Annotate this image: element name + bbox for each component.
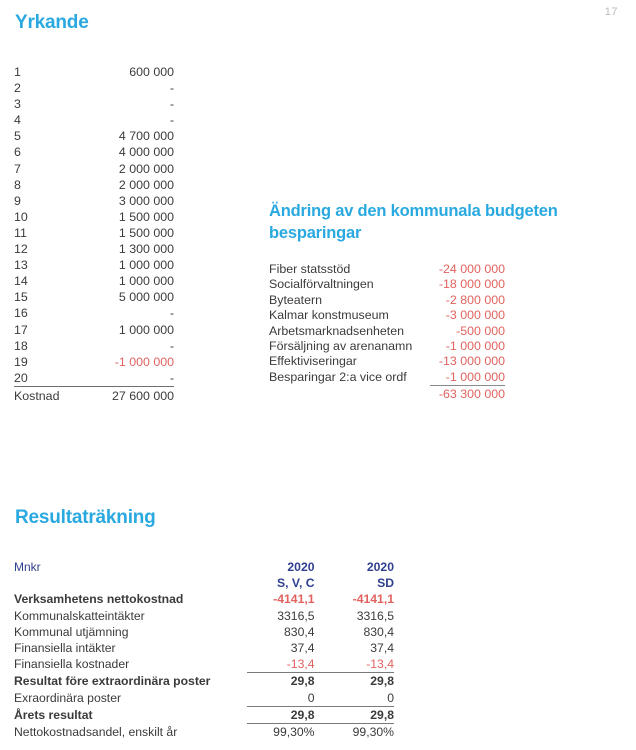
yrkande-row-index: 3 — [14, 97, 21, 112]
yrkande-row-value: 600 000 — [129, 65, 174, 79]
yrkande-row-index: 15 — [14, 290, 28, 305]
yrkande-total-row — [14, 386, 174, 404]
resultatrakning-row-label: Årets resultat — [14, 707, 93, 722]
yrkande-table — [14, 64, 174, 404]
yrkande-row — [14, 289, 174, 305]
page-number: 17 — [604, 6, 618, 18]
yrkande-row-index: 2 — [14, 81, 21, 96]
yrkande-row-value: 1 000 000 — [118, 274, 174, 289]
resultatrakning-header-row-party — [14, 575, 394, 591]
resultatrakning-row — [14, 706, 394, 723]
yrkande-row-index: 8 — [14, 177, 21, 192]
besparingar-row-value: -24 000 000 — [438, 262, 505, 276]
yrkande-row-index: 9 — [14, 193, 21, 208]
yrkande-row-value: 5 000 000 — [118, 290, 174, 305]
yrkande-row — [14, 241, 174, 257]
besparingar-row-label: Försäljning av arenanamn — [269, 339, 413, 354]
resultatrakning-cell-c2: -4141,1 — [352, 592, 394, 607]
besparingar-row — [269, 308, 505, 323]
yrkande-row — [14, 112, 174, 128]
yrkande-row — [14, 322, 174, 338]
besparingar-heading — [269, 200, 619, 244]
yrkande-row-value: -1 000 000 — [114, 354, 174, 369]
resultatrakning-row — [14, 673, 394, 690]
resultatrakning-header-row-year — [14, 559, 394, 575]
besparingar-row — [269, 354, 505, 369]
yrkande-heading: Yrkande — [15, 12, 89, 33]
resultatrakning-cell-c1: 29,8 — [247, 706, 326, 723]
yrkande-row — [14, 193, 174, 209]
resultatrakning-row-label: Exraordinära poster — [14, 690, 122, 705]
resultatrakning-row — [14, 656, 394, 673]
resultatrakning-unit-label: Mnkr — [14, 560, 41, 574]
yrkande-row-value: - — [169, 370, 174, 385]
yrkande-row-index: 4 — [14, 113, 21, 128]
yrkande-row — [14, 144, 174, 160]
resultatrakning-row — [14, 690, 394, 707]
resultatrakning-row-label: Kommunalskatteintäkter — [14, 608, 145, 623]
yrkande-total-label: Kostnad — [14, 386, 59, 404]
besparingar-row-label: Byteatern — [269, 292, 323, 307]
besparingar-row-label: Arbetsmarknadsenheten — [269, 323, 405, 338]
yrkande-row-value: - — [169, 97, 174, 112]
resultatrakning-col-year-1: 2020 — [287, 560, 315, 574]
resultatrakning-cell-c2: 29,8 — [327, 706, 394, 723]
yrkande-row — [14, 257, 174, 273]
yrkande-row — [14, 161, 174, 177]
besparingar-row-label: Effektiviseringar — [269, 354, 357, 369]
yrkande-row-value: 1 000 000 — [118, 322, 174, 337]
resultatrakning-cell-c2: 37,4 — [370, 641, 394, 656]
besparingar-row-value: -2 800 000 — [445, 292, 505, 307]
besparingar-row-value: -18 000 000 — [438, 277, 505, 292]
resultatrakning-row — [14, 724, 394, 741]
besparingar-row-label: Socialförvaltningen — [269, 277, 374, 292]
besparingar-row — [269, 324, 505, 339]
yrkande-row-index: 16 — [14, 306, 28, 321]
yrkande-row-index: 19 — [14, 354, 28, 369]
yrkande-row-index: 17 — [14, 322, 28, 337]
besparingar-table — [269, 262, 505, 403]
besparingar-row — [269, 370, 505, 386]
yrkande-row-value: - — [169, 306, 174, 321]
yrkande-row-index: 13 — [14, 258, 28, 273]
resultatrakning-cell-c2: 99,30% — [352, 725, 394, 740]
yrkande-row — [14, 209, 174, 225]
yrkande-row-index: 6 — [14, 145, 21, 160]
resultatrakning-cell-c2: 830,4 — [363, 624, 394, 639]
resultatrakning-cell-c1: 99,30% — [273, 725, 315, 740]
yrkande-row-value: 1 500 000 — [118, 225, 174, 240]
besparingar-row-value: -500 000 — [456, 323, 505, 338]
yrkande-row — [14, 370, 174, 387]
yrkande-total-value: 27 600 000 — [59, 386, 174, 404]
resultatrakning-row — [14, 640, 394, 656]
yrkande-row-value: 1 300 000 — [118, 242, 174, 257]
besparingar-row-label: Fiber statsstöd — [269, 262, 351, 276]
resultatrakning-row-label: Nettokostnadsandel, enskilt år — [14, 724, 178, 739]
yrkande-row — [14, 80, 174, 96]
resultatrakning-row-label: Resultat före extraordinära poster — [14, 674, 211, 689]
resultatrakning-cell-c1: 0 — [247, 690, 326, 707]
yrkande-row-index: 20 — [14, 370, 28, 385]
yrkande-row-value: 1 000 000 — [118, 258, 174, 273]
yrkande-row — [14, 354, 174, 370]
yrkande-row-index: 11 — [14, 225, 27, 240]
resultatrakning-row-label: Finansiella intäkter — [14, 641, 116, 656]
besparingar-total-row — [269, 386, 505, 403]
resultatrakning-cell-c2: 0 — [327, 690, 394, 707]
yrkande-row — [14, 64, 174, 80]
yrkande-row — [14, 96, 174, 112]
yrkande-row-index: 5 — [14, 129, 21, 144]
resultatrakning-header-spacer — [14, 575, 247, 591]
resultatrakning-row — [14, 624, 394, 640]
yrkande-row-value: 2 000 000 — [118, 177, 174, 192]
resultatrakning-table — [14, 559, 394, 740]
besparingar-row — [269, 293, 505, 308]
besparingar-total-label — [269, 386, 430, 403]
yrkande-row — [14, 177, 174, 193]
resultatrakning-row-label: Finansiella kostnader — [14, 657, 130, 672]
besparingar-row — [269, 277, 505, 292]
resultatrakning-cell-c2: 29,8 — [370, 674, 394, 689]
yrkande-row-value: 4 000 000 — [118, 145, 174, 160]
besparingar-row-value: -3 000 000 — [445, 308, 505, 323]
resultatrakning-col-party-2: SD — [377, 576, 394, 591]
yrkande-row — [14, 128, 174, 144]
yrkande-row-index: 10 — [14, 209, 28, 224]
besparingar-heading-line1: Ändring av den kommunala budgeten — [269, 202, 558, 220]
yrkande-row — [14, 273, 174, 289]
besparingar-heading-line2: besparingar — [269, 224, 362, 242]
resultatrakning-cell-c1: -4141,1 — [273, 592, 315, 607]
resultatrakning-cell-c1: -13,4 — [247, 656, 326, 673]
resultatrakning-row-label: Verksamhetens nettokostnad — [14, 592, 184, 607]
yrkande-row — [14, 338, 174, 354]
resultatrakning-cell-c1: 37,4 — [290, 641, 315, 656]
resultatrakning-row — [14, 591, 394, 607]
besparingar-row-value: -1 000 000 — [445, 369, 505, 384]
besparingar-row-label: Kalmar konstmuseum — [269, 308, 389, 323]
resultatrakning-row — [14, 608, 394, 624]
resultatrakning-col-year-2: 2020 — [366, 560, 394, 574]
yrkande-row — [14, 225, 174, 241]
resultatrakning-cell-c2: 3316,5 — [356, 608, 394, 623]
yrkande-row-value: 4 700 000 — [118, 129, 174, 144]
resultatrakning-cell-c2: -13,4 — [327, 656, 394, 673]
resultatrakning-cell-c1: 3316,5 — [277, 608, 315, 623]
yrkande-row-index: 18 — [14, 338, 28, 353]
besparingar-row — [269, 262, 505, 277]
besparingar-total-value: -63 300 000 — [430, 386, 505, 403]
yrkande-row-value: 1 500 000 — [118, 209, 174, 224]
resultatrakning-cell-c1: 29,8 — [290, 674, 315, 689]
yrkande-row-index: 1 — [14, 65, 21, 79]
besparingar-row-value: -1 000 000 — [445, 339, 505, 354]
yrkande-row-value: - — [169, 81, 174, 96]
yrkande-row-index: 14 — [14, 274, 28, 289]
resultatrakning-row-label: Kommunal utjämning — [14, 624, 129, 639]
yrkande-row-value: 2 000 000 — [118, 161, 174, 176]
resultatrakning-col-party-1: S, V, C — [277, 576, 315, 591]
yrkande-row-value: - — [169, 113, 174, 128]
yrkande-row-index: 12 — [14, 242, 28, 257]
besparingar-row-value: -13 000 000 — [438, 354, 505, 369]
yrkande-row-value: - — [169, 338, 174, 353]
besparingar-row-label: Besparingar 2:a vice ordf — [269, 370, 407, 385]
yrkande-row-index: 7 — [14, 161, 21, 176]
yrkande-row — [14, 305, 174, 321]
besparingar-row — [269, 339, 505, 354]
resultatrakning-cell-c1: 830,4 — [284, 624, 315, 639]
resultatrakning-heading: Resultaträkning — [15, 507, 156, 528]
yrkande-row-value: 3 000 000 — [118, 193, 174, 208]
